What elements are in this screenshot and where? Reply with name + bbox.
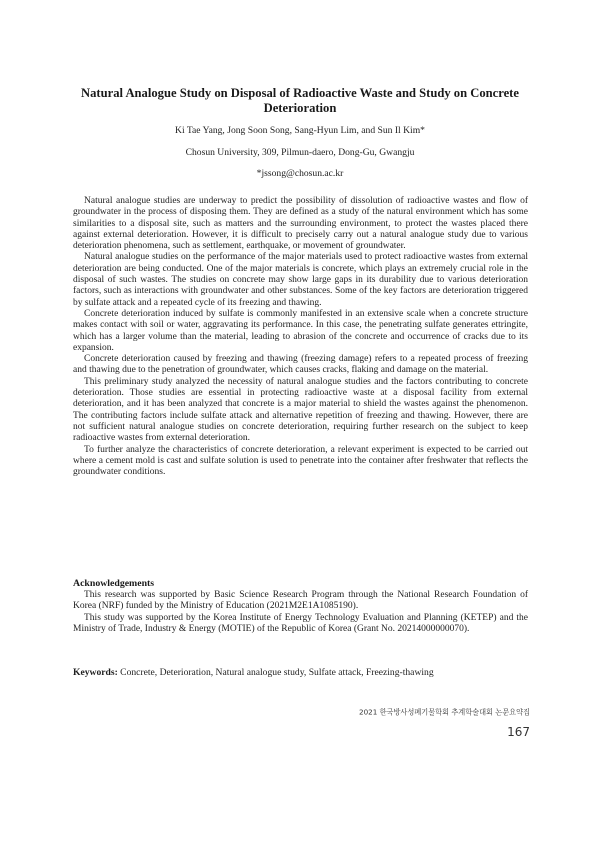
acknowledgement-paragraph: This study was supported by the Korea Institute of Energy Technology Evaluation and Planning (KETEP) and the Ministry of Trade, Industry & Energy (MOTIE) of the Republic of Korea (Grant No. 20214000000070). — [73, 612, 528, 634]
page-footer — [330, 702, 530, 740]
keywords-label: Keywords: — [73, 667, 118, 678]
body-paragraph: This preliminary study analyzed the necessity of natural analogue studies and the factors contributing to concrete deterioration. Those studies are essential in protecting radioactive waste at a disposal facility from external deterioration, and it has been analyzed that concrete is a major material to shield the wastes against the phenomenon. The contributing factors include sulfate attack and alternative repetition of freezing and thawing. However, there are not sufficient natural analogue studies on concrete deterioration, requiring further research on the subject to keep radioactive wastes from external deterioration. — [73, 376, 528, 444]
keywords — [73, 667, 528, 678]
acknowledgement-paragraph: This research was supported by Basic Science Research Program through the National Research Foundation of Korea (NRF) funded by the Ministry of Education (2021M2E1A1085190). — [73, 590, 528, 612]
body-paragraph: Concrete deterioration caused by freezing and thawing (freezing damage) refers to a repeated process of freezing and thawing due to the penetration of groundwater, which causes cracks, flaking and damage on the material. — [73, 354, 528, 376]
corresponding-email: *jssong@chosun.ac.kr — [256, 168, 344, 179]
abstract-body — [73, 196, 528, 478]
body-paragraph: Concrete deterioration induced by sulfate is commonly manifested in an extensive scale when a concrete structure makes contact with soil or water, aggravating its performance. In this case, the penetrating sulfate generates ettringite, which has a larger volume than the material, leading to abrasion of the concrete and occurrence of cracks due to its expansion. — [73, 308, 528, 353]
paper-title: Natural Analogue Study on Disposal of Radioactive Waste and Study on Concrete Deterioration — [81, 86, 519, 115]
body-paragraph: To further analyze the characteristics of concrete deterioration, a relevant experiment is expected to be carried out where a cement mold is cast and sulfate solution is used to penetrate into the container after freshwater that reflects the groundwater conditions. — [73, 444, 528, 478]
keywords-text: Concrete, Deterioration, Natural analogue study, Sulfate attack, Freezing-thawing — [120, 667, 434, 678]
page-number: 167 — [507, 724, 530, 739]
author-list: Ki Tae Yang, Jong Soon Song, Sang-Hyun Lim, and Sun Il Kim* — [175, 125, 425, 136]
body-paragraph: Natural analogue studies are underway to predict the possibility of dissolution of radioactive wastes and flow of groundwater in the process of disposing them. They are defined as a study of the natural environment which has some similarities to a disposal site, such as matters and the surrounding environment, to protect the wastes placed there against external deterioration. However, it is difficult to precisely carry out a natural analogue study due to various deterioration phenomena, such as settlement, earthquake, or movement of groundwater. — [73, 196, 528, 252]
body-paragraph: Natural analogue studies on the performance of the major materials used to protect radioactive wastes from external deterioration are being conducted. One of the major materials is concrete, which plays an extremely crucial role in the disposal of such wastes. The studies on concrete may show large gaps in its durability due to various deterioration factors, such as interactions with groundwater and other substances. Some of the key factors are deterioration triggered by sulfate attack and a repeated cycle of its freezing and thawing. — [73, 252, 528, 308]
acknowledgements-heading: Acknowledgements — [73, 578, 155, 589]
conference-name: 2021 한국방사성폐기물학회 추계학술대회 논문요약집 — [359, 707, 530, 717]
acknowledgements-body — [73, 590, 528, 635]
affiliation: Chosun University, 309, Pilmun-daero, Dong-Gu, Gwangju — [185, 147, 415, 158]
